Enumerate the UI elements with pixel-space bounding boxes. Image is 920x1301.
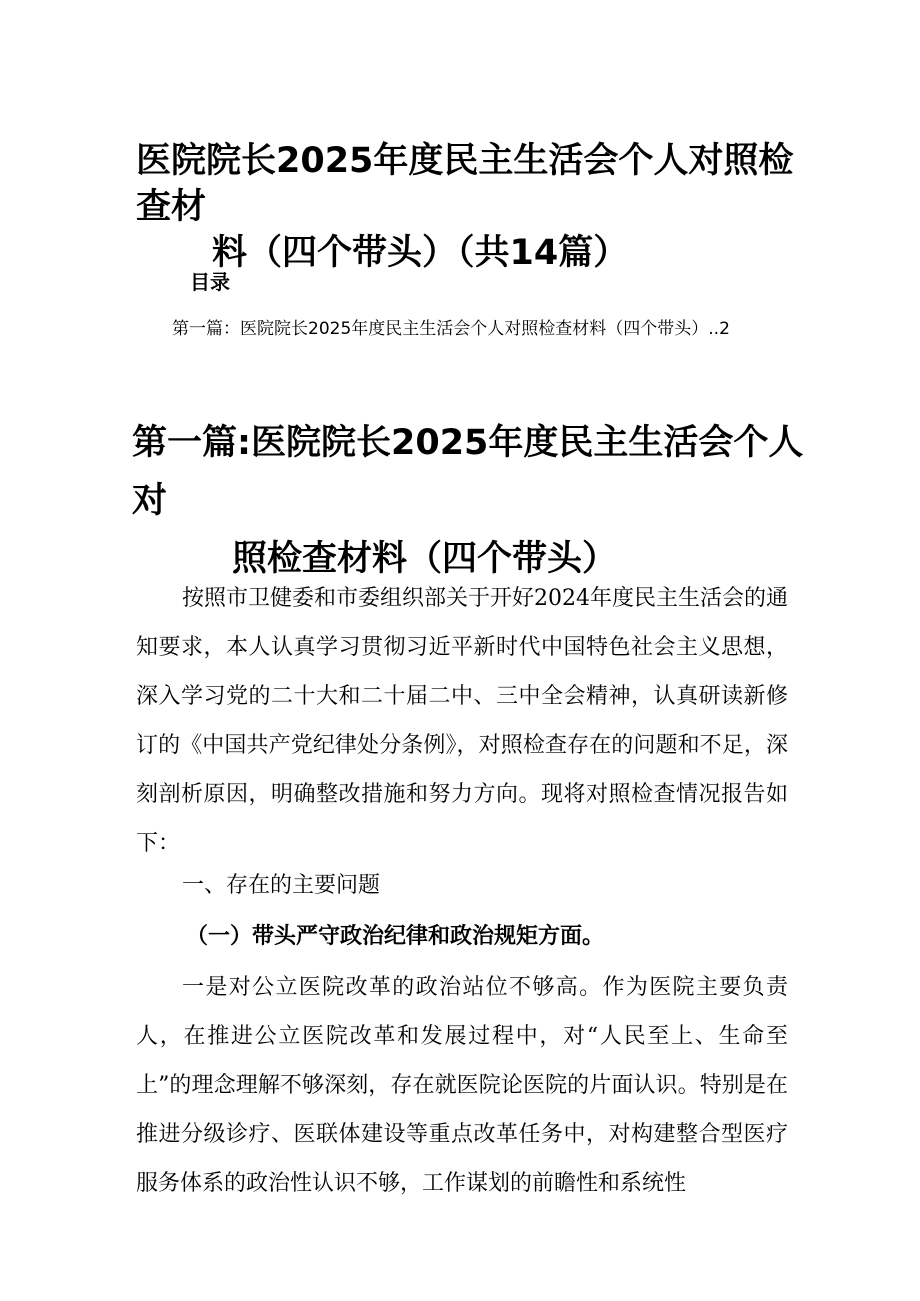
body-paragraph: 一是对公立医院改革的政治站位不够高。作为医院主要负责人，在推进公立医院改革和发展过程中，对“人民至上、生命至上”的理念理解不够深刻，存在就医院论医院的片面认识。特别是在推进分级诊疗、医联体建设等重点改革任务中，对构建整合型医疗服务体系的政治性认识不够，工作谋划的前瞻性和系统性: [136, 975, 788, 1196]
section-title-line-1: 第一篇:医院院长2025年度民主生活会个人对: [132, 423, 804, 521]
intro-paragraph: 按照市卫健委和市委组织部关于开好2024年度民主生活会的通知要求，本人认真学习贯彻习近平新时代中国特色社会主义思想，深入学习党的二十大和二十届二中、三中全会精神，认真研读新修订的《中国共产党纪律处分条例》，对照检查存在的问题和不足，深刻剖析原因，明确整改措施和努力方向。现将对照检查情况报告如下：: [136, 586, 788, 856]
document-title-line-1: 医院院长2025年度民主生活会个人对照检查材: [136, 141, 794, 227]
heading-main-problems: 一、存在的主要问题: [182, 873, 381, 898]
subheading-political-discipline: （一）带头严守政治纪律和政治规矩方面。: [186, 923, 605, 949]
document-title-line-2: 料（四个带头）（共14篇）: [212, 233, 629, 273]
toc-entry[interactable]: 第一篇：医院院长2025年度民主生活会个人对照检查材料（四个带头）..2: [172, 319, 730, 339]
document-title: [136, 138, 826, 276]
toc-heading: 目录: [190, 270, 230, 294]
section-title-line-2: 照检查材料（四个带头）: [232, 539, 618, 579]
section-title: [132, 414, 832, 588]
